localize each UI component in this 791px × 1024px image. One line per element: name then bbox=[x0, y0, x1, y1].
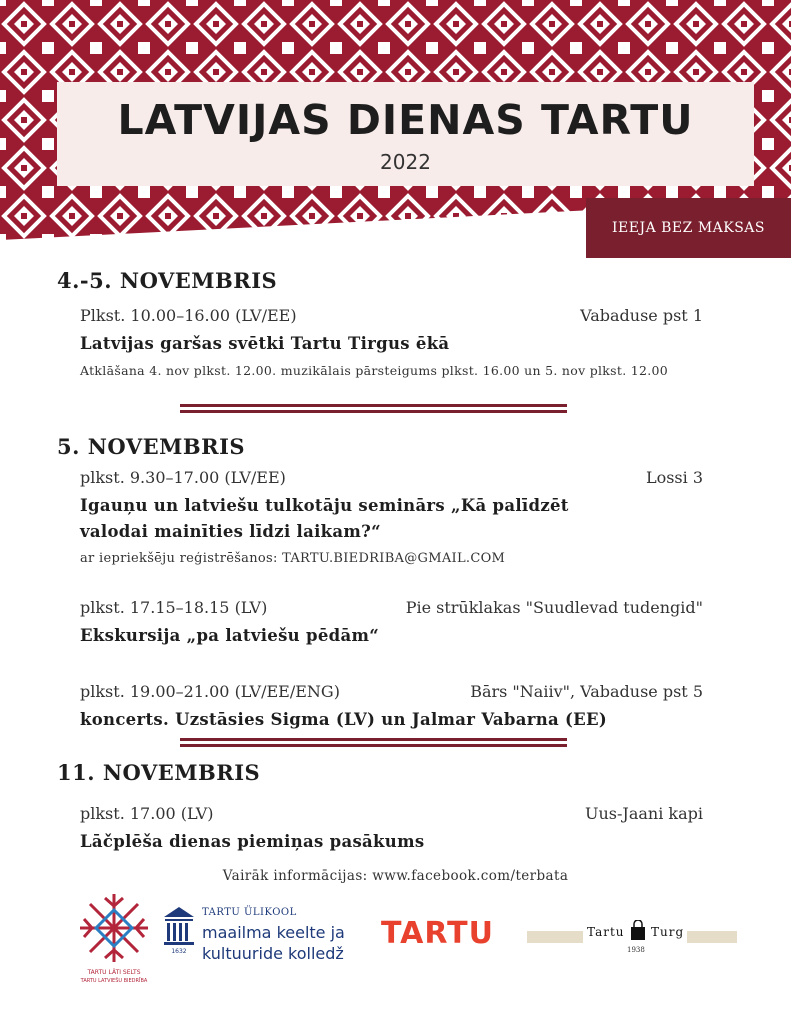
event-title-line1: Igauņu un latviešu tulkotāju seminārs „Kā palīdzēt bbox=[80, 496, 569, 515]
event-place: Uus-Jaani kapi bbox=[585, 804, 703, 823]
section-date-nov-5: 5. NOVEMBRIS bbox=[57, 434, 246, 459]
divider bbox=[180, 738, 567, 747]
ut-name: TARTU ÜLIKOOL bbox=[202, 907, 297, 918]
event-title: Latvijas garšas svētki Tartu Tirgus ēkā bbox=[80, 334, 450, 353]
ut-college-line1: maailma keelte ja bbox=[202, 923, 345, 942]
event-time: plkst. 17.00 (LV) bbox=[80, 804, 214, 823]
more-info-link[interactable]: Vairāk informācijas: www.facebook.com/terbata bbox=[222, 868, 569, 884]
section-date-nov-11: 11. NOVEMBRIS bbox=[57, 760, 261, 785]
event-time: plkst. 17.15–18.15 (LV) bbox=[80, 598, 268, 617]
logo-bar-left bbox=[527, 931, 583, 943]
tartu-latvian-society-logo bbox=[75, 890, 153, 986]
turg-right-text: Turg bbox=[651, 925, 685, 939]
event-time-row bbox=[80, 306, 703, 325]
tartu-university-logo bbox=[162, 905, 345, 963]
ut-college-line2: kultuuride kolledž bbox=[202, 944, 344, 963]
page-title: LATVIJAS DIENAS TARTU bbox=[117, 96, 694, 144]
event-time: plkst. 19.00–21.00 (LV/EE/ENG) bbox=[80, 682, 340, 701]
divider bbox=[180, 404, 567, 413]
event-title: Ekskursija „pa latviešu pēdām“ bbox=[80, 626, 380, 645]
event-place: Pie strūklakas "Suudlevad tudengid" bbox=[405, 598, 703, 617]
tartu-turg-logo bbox=[527, 912, 737, 956]
free-entry-badge: IEEJA BEZ MAKSAS bbox=[586, 198, 791, 258]
turg-year: 1938 bbox=[627, 946, 645, 954]
section-date-nov-4-5: 4.-5. NOVEMBRIS bbox=[57, 268, 278, 293]
event-time-row bbox=[80, 598, 703, 617]
logo-bar-right bbox=[687, 931, 737, 943]
tartu-city-logo: TARTU bbox=[381, 916, 494, 951]
event-time-row bbox=[80, 468, 703, 487]
event-note: Atklāšana 4. nov plkst. 12.00. muzikālais pārsteigums plkst. 16.00 un 5. nov plkst. 12.00 bbox=[80, 363, 669, 378]
ut-college-name bbox=[202, 922, 345, 964]
event-place: Vabaduse pst 1 bbox=[580, 306, 703, 325]
university-building-icon bbox=[162, 905, 196, 955]
event-time: Plkst. 10.00–16.00 (LV/EE) bbox=[80, 306, 297, 325]
event-note: ar iepriekšēju reģistrēšanos: TARTU.BIEDRIBA@GMAIL.COM bbox=[80, 551, 506, 566]
event-title: koncerts. Uzstāsies Sigma (LV) un Jalmar Vabarna (EE) bbox=[80, 710, 608, 729]
event-place: Lossi 3 bbox=[645, 468, 703, 487]
turg-left-text: Tartu bbox=[587, 925, 625, 939]
event-title: Lāčplēša dienas piemiņas pasākums bbox=[80, 832, 425, 851]
event-year: 2022 bbox=[380, 150, 431, 174]
event-time-row bbox=[80, 682, 703, 701]
ut-year: 1632 bbox=[171, 948, 187, 955]
event-time: plkst. 9.30–17.00 (LV/EE) bbox=[80, 468, 286, 487]
shopping-bag-icon bbox=[630, 920, 646, 942]
title-box bbox=[57, 82, 754, 186]
event-place: Bārs "Naiiv", Vabaduse pst 5 bbox=[470, 682, 703, 701]
event-title-line2: valodai mainīties līdzi laikam?“ bbox=[80, 522, 381, 541]
logo-latvian-line1: TARTU LÄTI SELTS bbox=[87, 969, 141, 976]
event-time-row bbox=[80, 804, 703, 823]
logo-latvian-line2: TARTU LATVIEŠU BIEDRĪBA bbox=[80, 978, 148, 984]
